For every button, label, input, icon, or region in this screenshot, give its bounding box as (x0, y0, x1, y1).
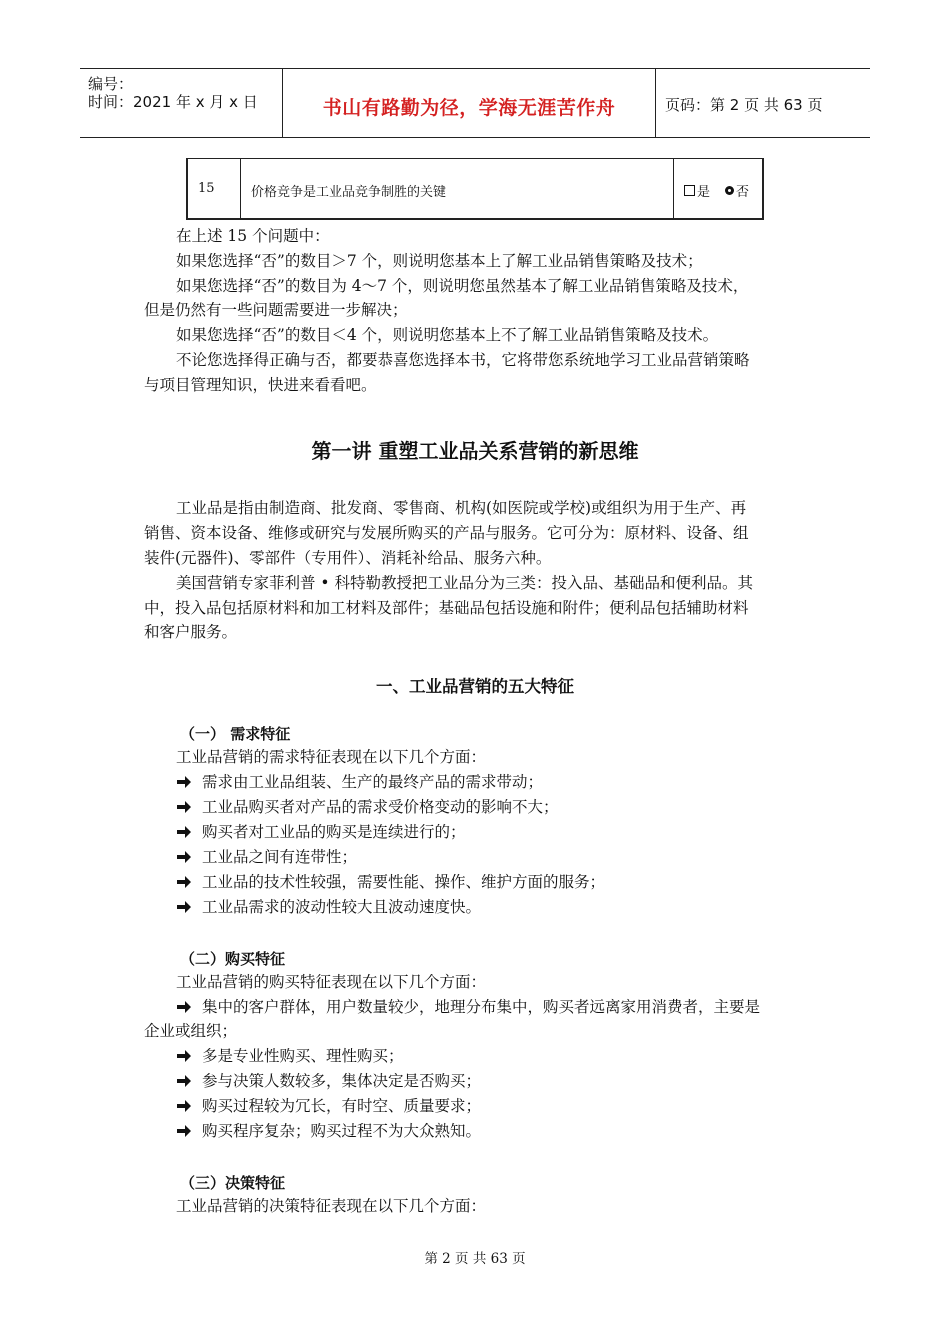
list-item (176, 772, 543, 792)
list-item-text: 工业品之间有连带性； (202, 848, 358, 866)
list-item-text: 需求由工业品组装、生产的最终产品的需求带动； (202, 773, 544, 791)
arrow-right-icon (176, 1099, 192, 1113)
radio-selected-icon[interactable] (725, 186, 734, 195)
list-item (176, 1071, 481, 1091)
arrow-right-icon (176, 900, 192, 914)
section-title: 一、工业品营销的五大特征 (376, 677, 574, 696)
chapter-def-a: 工业品是指由制造商、批发商、零售商、机构(如医院或学校)或组织为用于生产、再 (176, 499, 747, 517)
question-number-cell (188, 159, 241, 218)
intro-p3a: 如果您选择“否”的数目为 4～7 个，则说明您虽然基本了解工业品销售策略及技术， (176, 277, 749, 295)
list-item (176, 822, 466, 842)
chapter-title: 第一讲 重塑工业品关系营销的新思维 (311, 439, 639, 463)
header-motto-cell (283, 69, 656, 137)
header-info-cell (80, 69, 283, 137)
question-text-cell (241, 159, 674, 218)
option-yes[interactable] (684, 181, 710, 200)
list-item-text: 购买过程较为冗长，有时空、质量要求； (202, 1097, 482, 1115)
decision-lead: 工业品营销的决策特征表现在以下几个方面： (176, 1197, 487, 1215)
arrow-right-icon (176, 1000, 192, 1014)
chapter-def-b: 销售、资本设备、维修或研究与发展所购买的产品与服务。它可分为：原材料、设备、组 (144, 524, 749, 542)
arrow-right-icon (176, 775, 192, 789)
checkbox-icon[interactable] (684, 185, 695, 196)
list-item-text: 工业品购买者对产品的需求受价格变动的影响不大； (202, 798, 559, 816)
list-item-text: 工业品需求的波动性较大且波动速度快。 (202, 898, 482, 916)
decision-title: （三）决策特征 (180, 1174, 286, 1192)
demand-title: （一） 需求特征 (180, 725, 291, 743)
list-item-text: 多是专业性购买、理性购买； (202, 1047, 404, 1065)
question-options-cell (674, 159, 762, 218)
header-page-cell (656, 69, 870, 137)
chapter-kotler-c: 和客户服务。 (144, 623, 238, 641)
option-no[interactable] (725, 181, 749, 200)
intro-p4: 如果您选择“否”的数目＜4 个，则说明您基本上不了解工业品销售策略及技术。 (176, 326, 719, 344)
option-no-label: 否 (736, 185, 750, 200)
page-header (80, 68, 870, 138)
intro-p1: 在上述 15 个问题中： (176, 227, 330, 245)
arrow-right-icon (176, 1074, 192, 1088)
purchase-lead: 工业品营销的购买特征表现在以下几个方面： (176, 973, 487, 991)
list-item (176, 1121, 481, 1141)
purchase-title: （二）购买特征 (180, 950, 286, 968)
list-item (176, 1046, 404, 1066)
list-item-text: 工业品的技术性较强，需要性能、操作、维护方面的服务； (202, 873, 606, 891)
page-footer: 第 2 页 共 63 页 (424, 1251, 526, 1267)
list-item (176, 847, 357, 867)
arrow-right-icon (176, 850, 192, 864)
chapter-kotler-b: 中，投入品包括原材料和加工材料及部件；基础品包括设施和附件；便利品包括辅助材料 (144, 599, 749, 617)
intro-p2: 如果您选择“否”的数目＞7 个，则说明您基本上了解工业品销售策略及技术； (176, 252, 703, 270)
serial-label: 编号： (88, 75, 134, 93)
list-item-text: 购买者对工业品的购买是连续进行的； (202, 823, 466, 841)
chapter-kotler-a: 美国营销专家菲利普 • 科特勒教授把工业品分为三类：投入品、基础品和便利品。其 (176, 574, 753, 592)
arrow-right-icon (176, 800, 192, 814)
list-item-text: 购买程序复杂；购买过程不为大众熟知。 (202, 1122, 482, 1140)
list-item (176, 897, 481, 917)
list-item (176, 872, 605, 892)
intro-p3b: 但是仍然有一些问题需要进一步解决； (144, 301, 408, 319)
intro-p5a: 不论您选择得正确与否，都要恭喜您选择本书，它将带您系统地学习工业品营销策略 (176, 351, 750, 369)
option-yes-label: 是 (697, 185, 711, 200)
arrow-right-icon (176, 875, 192, 889)
purchase-item1-cont: 企业或组织； (144, 1022, 238, 1040)
question-table (186, 158, 764, 220)
chapter-def-c: 装件(元器件)、零部件（专用件）、消耗补给品、服务六种。 (144, 549, 552, 567)
arrow-right-icon (176, 1124, 192, 1138)
list-item-text: 集中的客户群体，用户数量较少，地理分布集中，购买者远离家用消费者，主要是 (202, 998, 761, 1016)
motto: 书山有路勤为径，学海无涯苦作舟 (322, 97, 616, 119)
arrow-right-icon (176, 1049, 192, 1063)
list-item-text: 参与决策人数较多，集体决定是否购买； (202, 1072, 482, 1090)
list-item (176, 797, 559, 817)
question-number: 15 (198, 181, 215, 196)
time-label: 时间：2021 年 x 月 x 日 (88, 93, 258, 111)
intro-p5b: 与项目管理知识，快进来看看吧。 (144, 376, 377, 394)
page-label: 页码：第 2 页 共 63 页 (665, 96, 823, 114)
list-item (176, 1096, 481, 1116)
question-text: 价格竞争是工业品竞争制胜的关键 (251, 185, 447, 200)
list-item (176, 997, 760, 1017)
demand-lead: 工业品营销的需求特征表现在以下几个方面： (176, 748, 487, 766)
arrow-right-icon (176, 825, 192, 839)
